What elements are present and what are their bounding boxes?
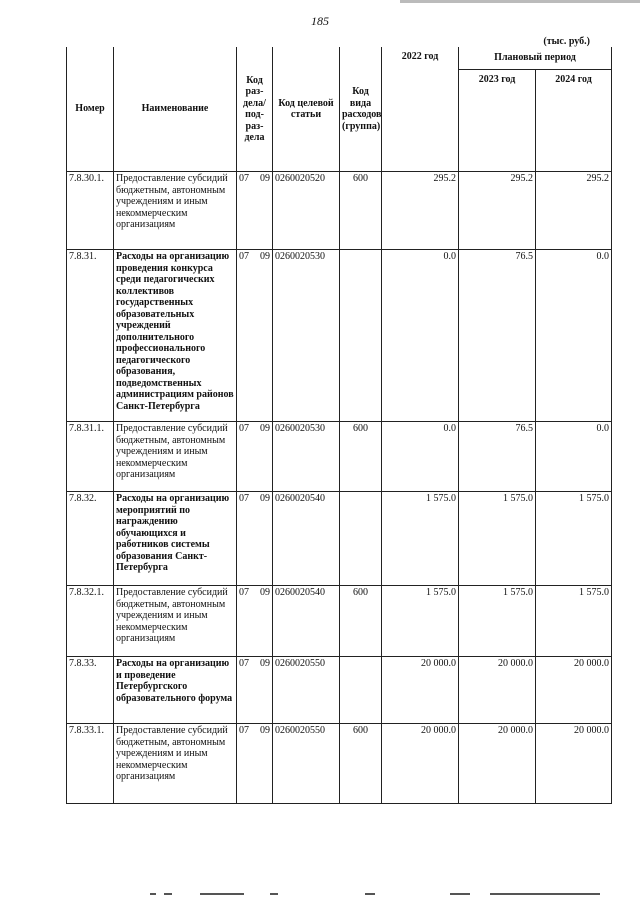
section-code: 07 xyxy=(239,725,249,736)
table-row xyxy=(67,492,612,586)
row-2024-value: 1 575.0 xyxy=(536,586,612,657)
row-name: Предоставление субсидий бюджетным, автономным учреждениям и иным некоммерческим организациям xyxy=(114,724,237,804)
row-name: Предоставление субсидий бюджетным, автономным учреждениям и иным некоммерческим организациям xyxy=(114,586,237,657)
row-section-code xyxy=(237,250,273,422)
row-target-code: 0260020540 xyxy=(273,492,340,586)
section-code: 07 xyxy=(239,423,249,434)
row-name: Предоставление субсидий бюджетным, автономным учреждениям и иным некоммерческим организациям xyxy=(114,422,237,492)
row-2023-value: 20 000.0 xyxy=(459,724,536,804)
row-target-code: 0260020530 xyxy=(273,250,340,422)
units-label: (тыс. руб.) xyxy=(543,36,590,47)
row-2022-value: 0.0 xyxy=(382,422,459,492)
row-2024-value: 20 000.0 xyxy=(536,724,612,804)
row-2023-value: 76.5 xyxy=(459,422,536,492)
row-number: 7.8.33.1. xyxy=(67,724,114,804)
row-target-code: 0260020550 xyxy=(273,724,340,804)
row-2022-value: 1 575.0 xyxy=(382,586,459,657)
budget-table xyxy=(66,47,612,804)
row-target-code: 0260020530 xyxy=(273,422,340,492)
row-2024-value: 20 000.0 xyxy=(536,657,612,724)
section-code: 07 xyxy=(239,587,249,598)
subsection-code: 09 xyxy=(260,493,270,504)
section-code: 07 xyxy=(239,251,249,262)
row-target-code: 0260020540 xyxy=(273,586,340,657)
header-name: Наименование xyxy=(114,47,237,172)
table-row xyxy=(67,586,612,657)
row-name: Предоставление субсидий бюджетным, автономным учреждениям и иным некоммерческим организациям xyxy=(114,172,237,250)
subsection-code: 09 xyxy=(260,725,270,736)
row-2023-value: 1 575.0 xyxy=(459,586,536,657)
subsection-code: 09 xyxy=(260,173,270,184)
row-expense-code: 600 xyxy=(340,172,382,250)
row-2023-value: 76.5 xyxy=(459,250,536,422)
row-2022-value: 20 000.0 xyxy=(382,724,459,804)
subsection-code: 09 xyxy=(260,587,270,598)
row-2024-value: 295.2 xyxy=(536,172,612,250)
header-target-code: Код целевой статьи xyxy=(273,47,340,172)
scan-footer-marks xyxy=(150,893,620,897)
row-2022-value: 20 000.0 xyxy=(382,657,459,724)
row-2022-value: 295.2 xyxy=(382,172,459,250)
row-name: Расходы на организацию проведения конкурса среди педагогических коллективов государственных образовательных учреждений дополнительного профессионального педагогического образования, подведомственных администрациям районов Санкт-Петербурга xyxy=(114,250,237,422)
row-number: 7.8.31. xyxy=(67,250,114,422)
row-2022-value: 0.0 xyxy=(382,250,459,422)
row-2024-value: 0.0 xyxy=(536,250,612,422)
row-section-code xyxy=(237,422,273,492)
row-section-code xyxy=(237,586,273,657)
row-expense-code: 600 xyxy=(340,724,382,804)
header-number: Номер xyxy=(67,47,114,172)
row-2024-value: 0.0 xyxy=(536,422,612,492)
row-2022-value: 1 575.0 xyxy=(382,492,459,586)
table-body xyxy=(67,172,612,804)
header-2023: 2023 год xyxy=(459,70,536,172)
row-2024-value: 1 575.0 xyxy=(536,492,612,586)
row-target-code: 0260020550 xyxy=(273,657,340,724)
row-expense-code: 600 xyxy=(340,586,382,657)
row-section-code xyxy=(237,172,273,250)
row-section-code xyxy=(237,724,273,804)
row-target-code: 0260020520 xyxy=(273,172,340,250)
table-row xyxy=(67,172,612,250)
row-expense-code xyxy=(340,250,382,422)
scan-edge-mark xyxy=(400,0,640,3)
row-2023-value: 20 000.0 xyxy=(459,657,536,724)
page-number: 185 xyxy=(311,14,329,28)
row-expense-code xyxy=(340,657,382,724)
subsection-code: 09 xyxy=(260,251,270,262)
table-row xyxy=(67,724,612,804)
table-row xyxy=(67,250,612,422)
row-name: Расходы на организацию и проведение Петербургского образовательного форума xyxy=(114,657,237,724)
subsection-code: 09 xyxy=(260,658,270,669)
row-section-code xyxy=(237,657,273,724)
section-code: 07 xyxy=(239,493,249,504)
header-2024: 2024 год xyxy=(536,70,612,172)
row-name: Расходы на организацию мероприятий по награждению обучающихся и работников системы образования Санкт-Петербурга xyxy=(114,492,237,586)
row-2023-value: 1 575.0 xyxy=(459,492,536,586)
row-number: 7.8.32.1. xyxy=(67,586,114,657)
row-section-code xyxy=(237,492,273,586)
table-row xyxy=(67,657,612,724)
row-number: 7.8.30.1. xyxy=(67,172,114,250)
header-expense-code: Код вида расходов (группа) xyxy=(340,47,382,172)
row-number: 7.8.33. xyxy=(67,657,114,724)
table-row xyxy=(67,422,612,492)
row-number: 7.8.32. xyxy=(67,492,114,586)
row-expense-code xyxy=(340,492,382,586)
row-2023-value: 295.2 xyxy=(459,172,536,250)
row-number: 7.8.31.1. xyxy=(67,422,114,492)
header-planned-period: Плановый период xyxy=(459,47,612,70)
header-section-code: Код раз-дела/ под-раз-дела xyxy=(237,47,273,172)
subsection-code: 09 xyxy=(260,423,270,434)
header-2022: 2022 год xyxy=(382,47,459,172)
section-code: 07 xyxy=(239,658,249,669)
section-code: 07 xyxy=(239,173,249,184)
row-expense-code: 600 xyxy=(340,422,382,492)
